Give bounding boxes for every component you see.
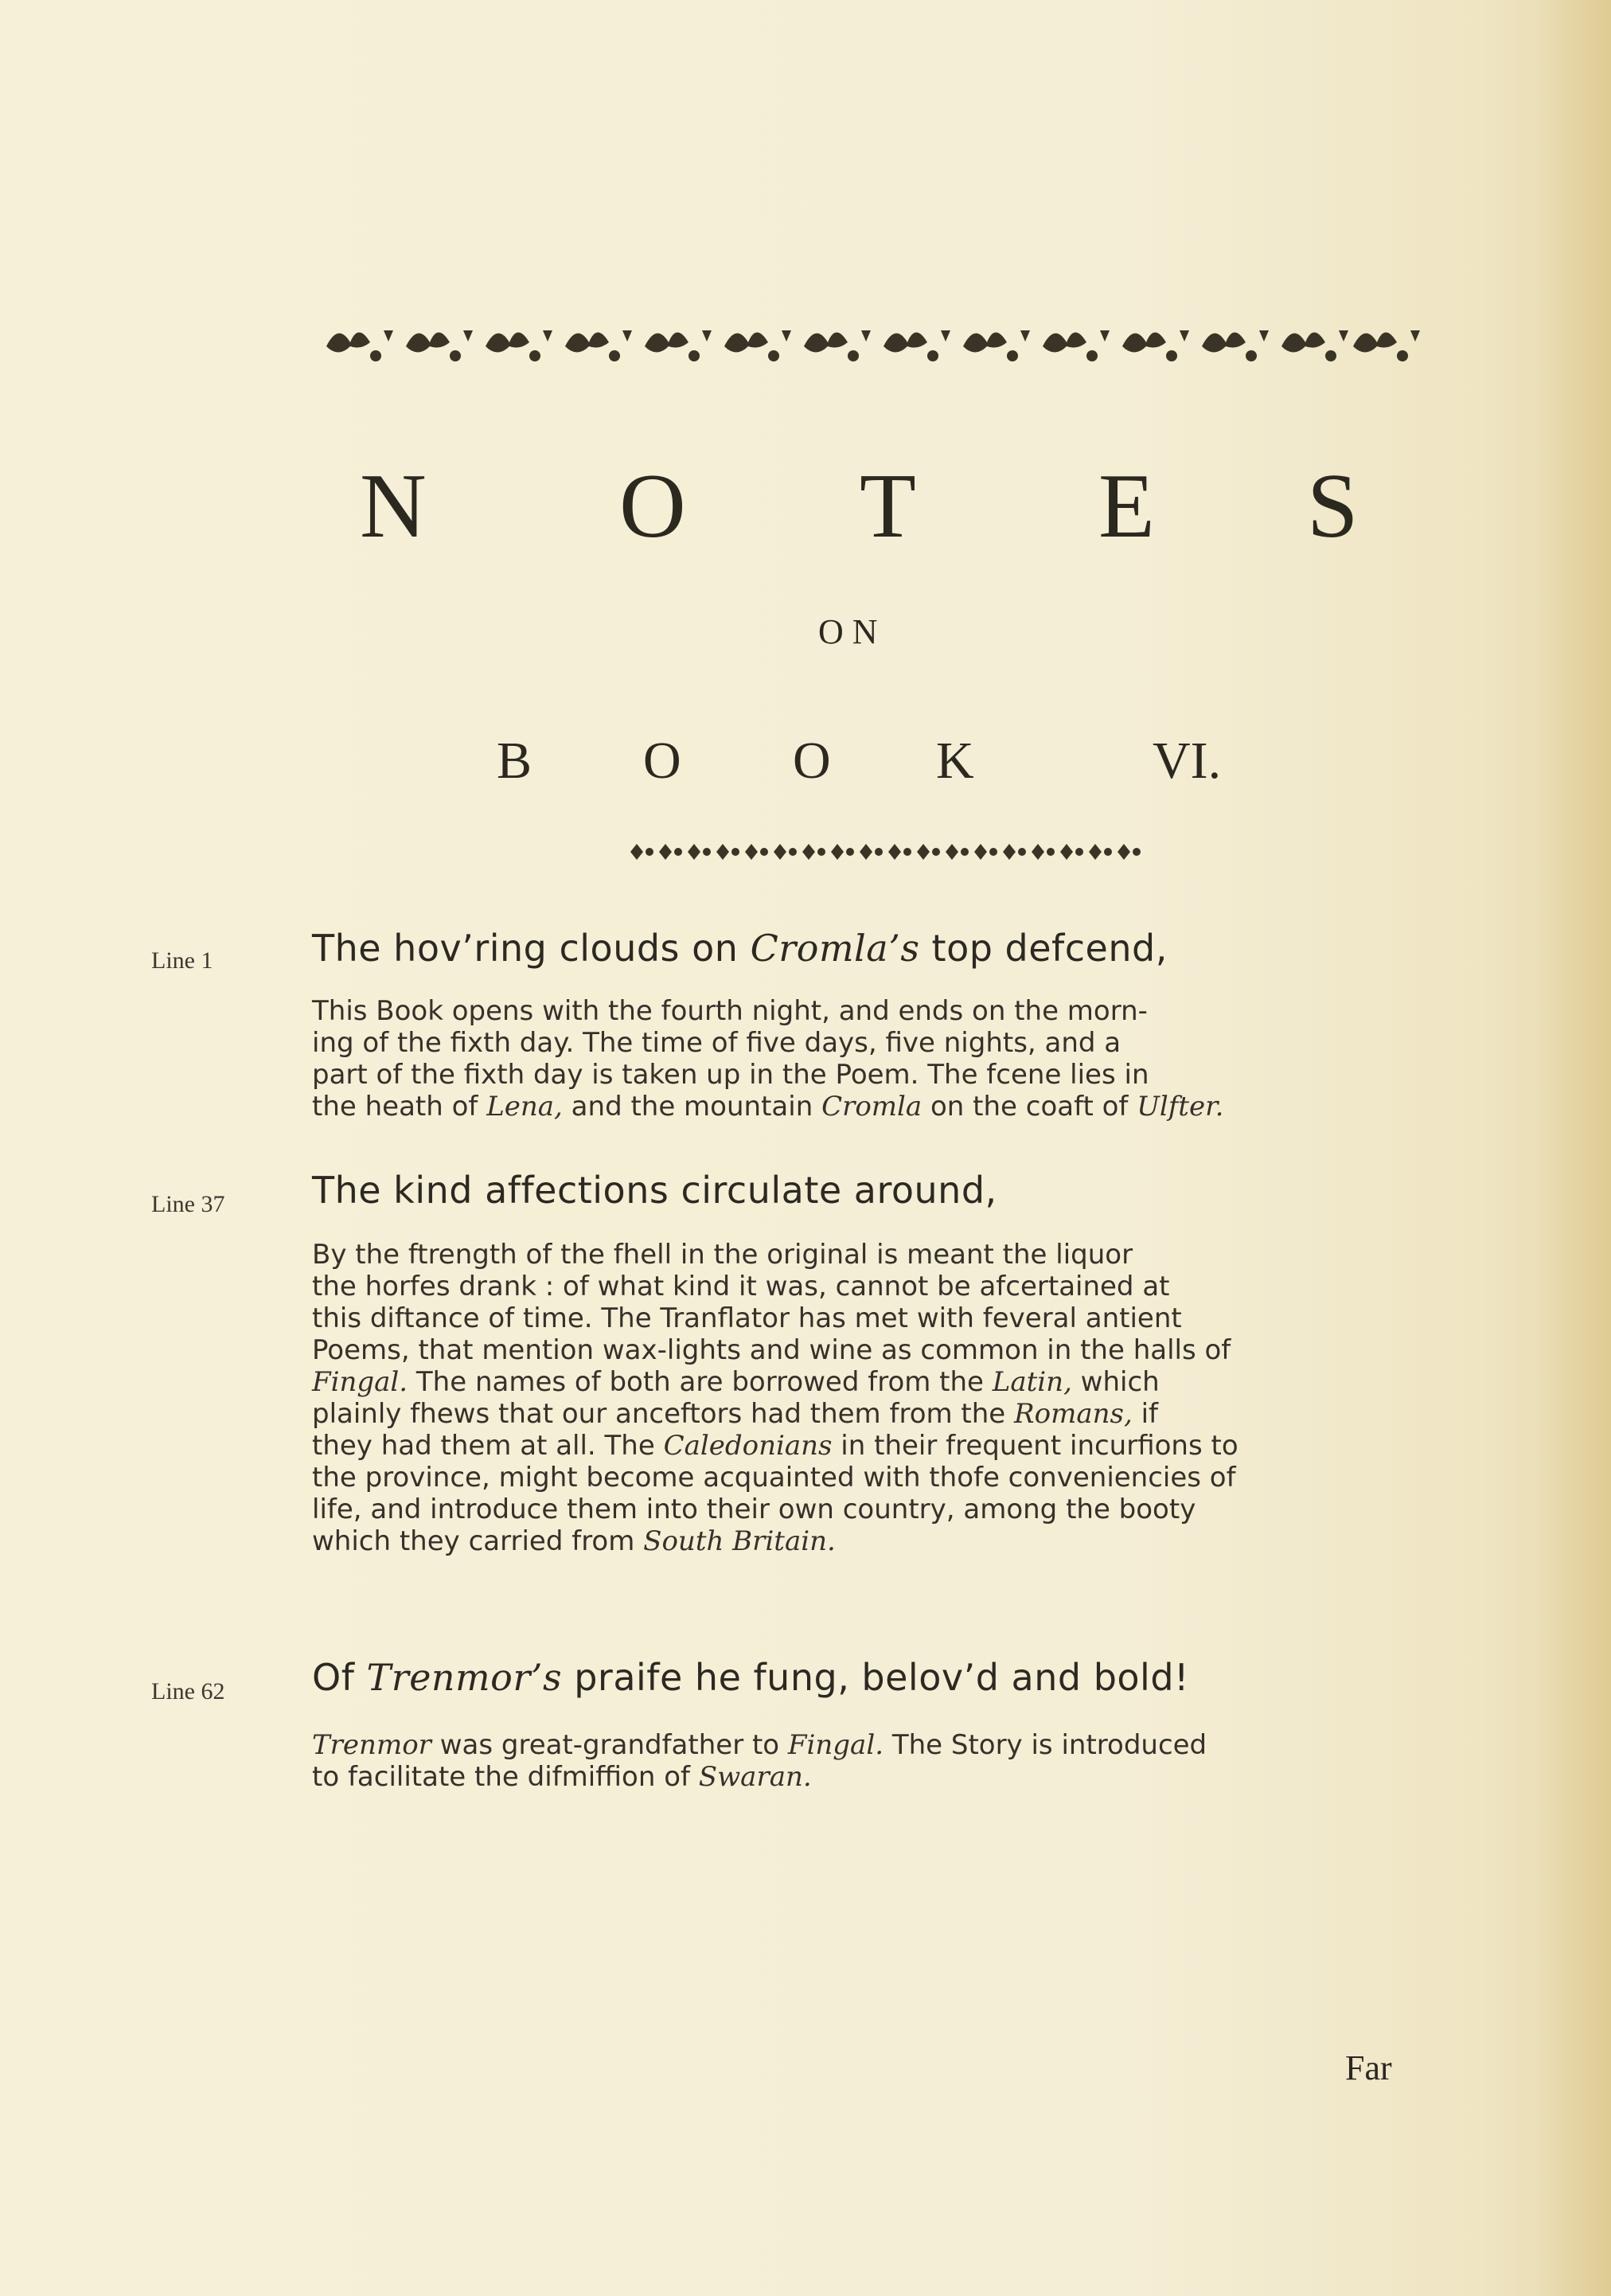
text-run: which (1071, 1366, 1160, 1398)
text-line (312, 1462, 1414, 1494)
italic-run: Latin, (992, 1366, 1072, 1398)
text-line (312, 1239, 1414, 1271)
floral-ornament-band (318, 314, 1425, 378)
text-run: Poems, that mention wax-lights and wine as common in the halls of (312, 1334, 1231, 1366)
heading-text: Of (312, 1656, 367, 1699)
book-letter: O (793, 732, 831, 790)
line-number-label: Line 1 (151, 947, 213, 974)
text-run: the heath of (312, 1091, 487, 1123)
title-letter: O (619, 455, 686, 557)
ornament-rule (627, 840, 1153, 864)
text-line (312, 1027, 1414, 1059)
text-run: part of the fixth day is taken up in the Poem. The fcene lies in (312, 1059, 1149, 1091)
page-edge-stain (1539, 0, 1611, 2296)
text-line (312, 1729, 1414, 1761)
text-run: This Book opens with the fourth night, and ends on the morn- (312, 995, 1148, 1027)
text-run: they had them at all. The (312, 1430, 664, 1462)
text-line (312, 995, 1414, 1027)
text-run: this diftance of time. The Tranflator has met with feveral antient (312, 1302, 1182, 1334)
text-run: to facilitate the difmiffion of (312, 1761, 699, 1793)
text-line (312, 1494, 1414, 1525)
line-number-label: Line 62 (151, 1678, 225, 1704)
italic-run: Swaran. (698, 1761, 812, 1793)
text-run: plainly fhews that our anceftors had them from the (312, 1398, 1015, 1430)
note-paragraph (312, 995, 1414, 1123)
text-run: The Story is introduced (884, 1729, 1207, 1761)
text-line (312, 1398, 1414, 1430)
title-letter: N (360, 455, 427, 557)
text-run: The names of both are borrowed from the (408, 1366, 993, 1398)
italic-run: Fingal. (787, 1729, 884, 1761)
italic-run: Ulfter. (1137, 1091, 1224, 1123)
italic-run: Lena, (486, 1091, 563, 1123)
text-run: on the coaft of (922, 1091, 1137, 1123)
text-run: the horfes drank : of what kind it was, cannot be afcertained at (312, 1271, 1170, 1302)
heading-text: The hov’ring clouds on (312, 927, 751, 970)
italic-run: Cromla (821, 1091, 923, 1123)
text-run: if (1132, 1398, 1158, 1430)
text-line (312, 1761, 1414, 1793)
book-letter: B (497, 732, 532, 790)
note-paragraph (312, 1239, 1414, 1557)
text-run: life, and introduce them into their own country, among the booty (312, 1494, 1196, 1525)
text-run: which they carried from (312, 1525, 644, 1557)
text-run: in their frequent incurfions to (832, 1430, 1238, 1462)
note-heading (312, 927, 1168, 970)
note-heading (312, 1656, 1189, 1699)
title-letter: T (860, 455, 916, 557)
text-run: and the mountain (562, 1091, 822, 1123)
text-line (312, 1302, 1414, 1334)
catchword: Far (1345, 2048, 1392, 2087)
text-line (312, 1091, 1414, 1123)
heading-italic: Trenmor’s (366, 1656, 563, 1699)
book-letter: VI. (1153, 732, 1222, 790)
heading-text: top defcend, (919, 927, 1168, 970)
title-letter: E (1098, 455, 1155, 557)
note-heading (312, 1169, 997, 1212)
text-run: the province, might become acquainted with thofe conveniencies of (312, 1462, 1236, 1494)
heading-text: praife he fung, belov’d and bold! (562, 1656, 1189, 1699)
heading-text: The kind affections circulate around, (312, 1169, 997, 1212)
italic-run: Caledonians (663, 1430, 833, 1462)
text-run: ing of the fixth day. The time of five days, five nights, and a (312, 1027, 1121, 1059)
title-letter: S (1307, 455, 1359, 557)
book-letter: K (936, 732, 974, 790)
text-line (312, 1525, 1414, 1557)
book-letter: O (643, 732, 681, 790)
text-line (312, 1271, 1414, 1302)
italic-run: Fingal. (312, 1366, 408, 1398)
text-line (312, 1059, 1414, 1091)
text-line (312, 1366, 1414, 1398)
italic-run: Trenmor (312, 1729, 431, 1761)
text-run: was great-grandfather to (431, 1729, 788, 1761)
text-line (312, 1430, 1414, 1462)
text-line (312, 1334, 1414, 1366)
italic-run: South Britain. (643, 1525, 836, 1557)
on-subtitle: O N (818, 612, 878, 651)
heading-italic: Cromla’s (750, 927, 920, 970)
note-paragraph (312, 1729, 1414, 1793)
text-run: By the ftrength of the fhell in the original is meant the liquor (312, 1239, 1133, 1271)
line-number-label: Line 37 (151, 1191, 225, 1217)
italic-run: Romans, (1014, 1398, 1133, 1430)
